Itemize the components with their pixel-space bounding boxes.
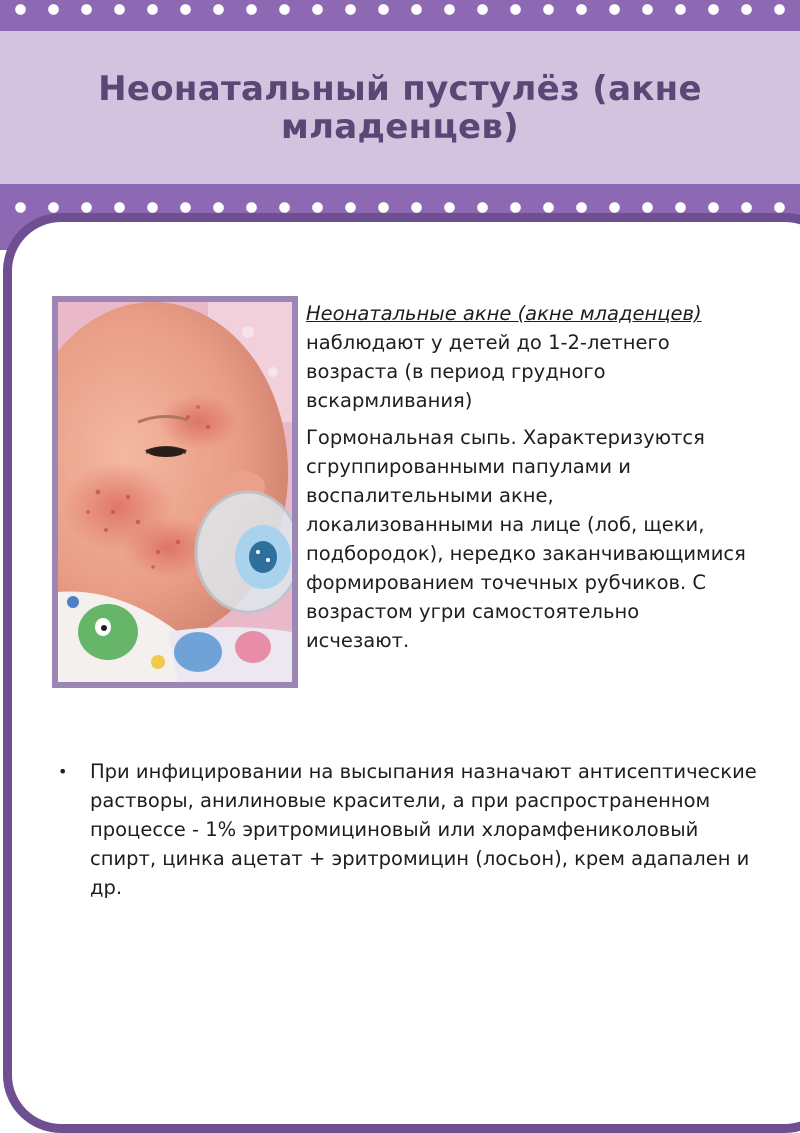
hormonal-rash-paragraph: Гормональная сыпь. Характеризуются сгруппированными папулами и воспалительными акне, локализованными на лице (лоб, щеки, подбородок), нередко заканчивающимися формированием точечных рубчиков. С возрастом угри самостоятельно исчезают. — [306, 426, 746, 652]
intro-rest: наблюдают у детей до 1-2-летнего возраста (в период грудного вскармливания) — [306, 331, 670, 412]
intro-term: Неонатальные акне (акне младенцев) — [306, 302, 702, 325]
description-column — [306, 299, 746, 663]
title-band — [0, 31, 800, 184]
page-title: Неонатальный пустулёз (акне младенцев) — [98, 68, 702, 147]
baby-face-illustration — [58, 302, 292, 682]
baby-photo — [52, 296, 298, 688]
treatment-bullet — [58, 757, 758, 902]
intro-paragraph — [306, 299, 746, 415]
bullet-marker: • — [58, 762, 68, 781]
treatment-text: При инфицировании на высыпания назначают антисептические растворы, анилиновые красители, а при распространенном процессе - 1% эритромициновый или хлорамфениколовый спирт, цинка ацетат + эритромицин (лосьон), крем адапален и др. — [90, 760, 757, 899]
